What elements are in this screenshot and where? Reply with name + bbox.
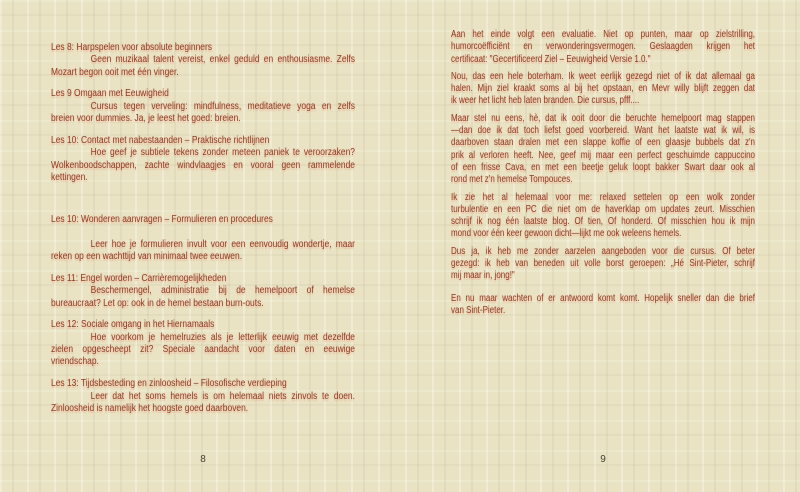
text-line: Leer hoe je formulieren invult voor een eenvoudig wondertje, maar bbox=[90, 238, 355, 250]
text-line: vriendschap. bbox=[51, 356, 99, 368]
text-line: bureaucraat? Let op: ook in de hemel bestaan burn-outs. bbox=[51, 297, 264, 309]
text-line: of een frisse Cava, en met een beetje geluk loopt bakker Swart daar ook al bbox=[451, 161, 755, 173]
section-heading: Les 11: Engel worden – Carrièremogelijkheden bbox=[51, 272, 227, 284]
text-line: mij maar in, jong!" bbox=[451, 270, 515, 282]
text-line: mond voor één keer gewoon dicht—lijkt me ook weleens hemels. bbox=[451, 228, 682, 240]
section-body bbox=[51, 101, 355, 126]
text-line: Beschermengel, administratie bij de hemelpoort of hemelse bbox=[90, 285, 355, 297]
text-line: Mozart begon ooit met één vinger. bbox=[51, 66, 179, 78]
section-heading: Les 8: Harpspelen voor absolute beginners bbox=[51, 42, 213, 53]
section-heading: Les 13: Tijdsbesteding en zinloosheid – Filosofische verdieping bbox=[51, 378, 287, 390]
text-line: Dus ja, ik heb me zonder aarzelen aangeboden voor die cursus. Of beter bbox=[451, 245, 755, 257]
text-line: Wolkenboodschappen, zachte windvlaagjes en vooral geen rammelende bbox=[51, 159, 355, 171]
paragraph-evaluatie bbox=[451, 29, 755, 66]
section-body bbox=[51, 54, 355, 79]
text-line: reken op een wachttijd van minimaal twee eeuwen. bbox=[51, 251, 243, 263]
text-line: —dan doe ik dat toch liefst goed voorbereid. Want het laatste wat ik wil, is bbox=[451, 125, 755, 137]
section-body bbox=[51, 147, 355, 184]
section-heading: Les 12: Sociale omgang in het Hiernamaals bbox=[51, 319, 215, 331]
paragraph-wolk bbox=[451, 192, 755, 241]
text-line: Ik zie het al helemaal voor me: relaxed settelen op een wolk zonder bbox=[451, 191, 755, 203]
text-line: rond met z'n hemelse Tompouces. bbox=[451, 174, 573, 186]
section-les-11 bbox=[51, 273, 355, 310]
page-number-left: 8 bbox=[200, 454, 206, 465]
text-line: schrijf ik nog één laatste blog. Of tien, Of honderd. Of misschien hou ik mijn bbox=[451, 216, 755, 228]
section-les-10-wonderen bbox=[51, 214, 355, 263]
text-line: humorcoëfficiënt en verwonderingsvermogen. Geslaagden krijgen het bbox=[451, 41, 755, 53]
page-right-content bbox=[451, 29, 755, 317]
text-line: Cursus tegen verveling: mindfulness, meditatieve yoga en zelfs bbox=[90, 100, 355, 112]
text-line: daarboven staan dralen met een slappe koffie of een glaasje bubbels dat z'n bbox=[451, 137, 755, 149]
section-body bbox=[51, 332, 355, 369]
section-body bbox=[51, 239, 355, 264]
text-line: Maar stel nu eens, hè, dat ik ooit door die beruchte hemelpoort mag stappen bbox=[451, 112, 755, 124]
section-heading: Les 10: Contact met nabestaanden – Praktische richtlijnen bbox=[51, 134, 270, 146]
text-line: certificaat: "Gecertificeerd Ziel – Eeuwigheid Versie 1.0." bbox=[451, 53, 651, 65]
section-body bbox=[51, 285, 355, 310]
section-les-10-contact bbox=[51, 135, 355, 184]
text-line: Nou, das een hele boterham. Ik weet eerlijk gezegd niet of ik dat allemaal ga bbox=[451, 70, 755, 82]
section-body bbox=[51, 391, 355, 416]
text-line: ik weer het licht heb laten branden. Die cursus, pfff.... bbox=[451, 95, 640, 107]
section-les-12 bbox=[51, 319, 355, 368]
text-line: Hoe voorkom je hemelruzies als je letterlijk eeuwig met dezelfde bbox=[90, 331, 355, 343]
text-line: zielen opgescheept zit? Speciale aandacht voor daten en eeuwige bbox=[51, 344, 355, 356]
text-line: Geen muzikaal talent vereist, enkel geduld en enthousiasme. Zelfs bbox=[90, 54, 355, 66]
text-line: halen. Mijn ziel kraakt soms al bij het opstaan, en Mevr willy blijft zeggen dat bbox=[451, 83, 755, 95]
page-right bbox=[451, 29, 755, 322]
paragraph-wachten bbox=[451, 293, 755, 318]
text-line: Hoe geef je subtiele tekens zonder meteen paniek te veroorzaken? bbox=[90, 147, 355, 159]
page-left-content bbox=[51, 42, 355, 415]
section-les-9 bbox=[51, 88, 355, 125]
page-left bbox=[51, 42, 355, 425]
section-heading: Les 9 Omgaan met Eeuwigheid bbox=[51, 88, 169, 100]
text-line: Aan het einde volgt een evaluatie. Niet op punten, maar op zielstrilling, bbox=[451, 29, 755, 40]
text-line: En nu maar wachten of er antwoord komt komt. Hopelijk sneller dan die brief bbox=[451, 292, 755, 304]
paragraph-hemelpoort bbox=[451, 113, 755, 187]
text-line: kettingen. bbox=[51, 171, 88, 183]
text-line: Zinloosheid is namelijk het hoogste goed daarboven. bbox=[51, 402, 249, 414]
section-les-13 bbox=[51, 378, 355, 415]
section-les-8 bbox=[51, 42, 355, 79]
text-line: Leer dat het soms hemels is om helemaal niets zinvols te doen. bbox=[90, 390, 355, 402]
section-heading: Les 10: Wonderen aanvragen – Formulieren en procedures bbox=[51, 214, 273, 226]
paragraph-boterham bbox=[451, 71, 755, 108]
paragraph-aangemeld bbox=[451, 246, 755, 283]
page-number-right: 9 bbox=[600, 454, 606, 465]
text-line: van Sint-Pieter. bbox=[451, 304, 506, 316]
text-line: breien voor dummies. Ja, je leest het goed: breien. bbox=[51, 113, 241, 125]
text-line: gezegd: ik heb van beneden uit volle borst geroepen: „Hé Sint-Pieter, schrijf bbox=[451, 258, 755, 270]
text-line: prik al verloren heeft. Nee, geef mij maar een perfect geschuimde cappuccino bbox=[451, 149, 755, 161]
text-line: turbulentie en een PC die niet om de haverklap om updates zeurt. Misschien bbox=[451, 203, 755, 215]
